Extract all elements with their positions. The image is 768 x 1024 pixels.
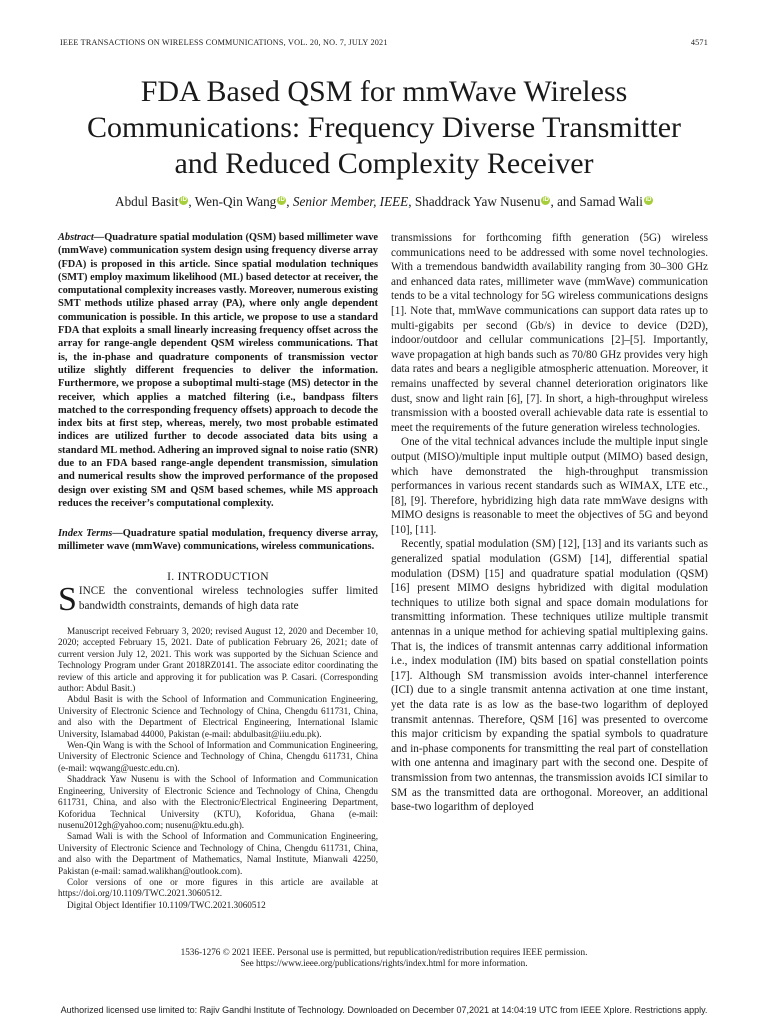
body-paragraph: Recently, spatial modulation (SM) [12], [13] and its variants such as generalized spatial modulation (GSM) [14], differential spatial modulation (DSM) [15] and quadrature spatial modulation (QSM) [16] present MIMO designs hybridized with digital modulation techniques to utilize both signal and space domain modulations for transmitting information. These techniques utilize multiple transmit antennas in a unique method for achieving spatial multiplexing gains. That is, the indices of transmit antennas carry additional information i.e., index modulation (IM) bits based on spatial constellation points [17]. Although SM transmission avoids inter-channel interference (ICI) due to a single transmit antenna activation at one time instant, yet the data rate is as low as the base-two logarithm of deployed transmit antennas. Therefore, QSM [16] was presented to overcome this major criticism by expanding the spatial symbols to quadrature and in-phase components for transmitting the real part of constellation with one antenna and imaginary part with the second one. Despite of transmission from two antennas, the transmission avoids ICI similar to SM as the transmitted data are orthogonal. Moreover, an additional base-two logarithm of deployed (391, 538, 708, 814)
title-line: and Reduced Complexity Receiver (174, 147, 594, 180)
footnote: Manuscript received February 3, 2020; revised August 12, 2020 and December 10, 2020; accepted February 15, 2021. Date of publication February 26, 2021; date of current version July 12, 2021. This work was supported by the Sichuan Science and Technology Program under Grant 2018RZ0141. The associate editor coordinating the review of this article and approving it for publication was P. Casari. (Corresponding author: Abdul Basit.) (58, 626, 378, 694)
orcid-icon[interactable]: iD (542, 197, 549, 203)
body-paragraph: One of the vital technical advances include the multiple input single output (MISO)/multiple input multiple output (MIMO) based design, which have demonstrated the high-throughput transmission performances in various recent standards such as WIMAX, LTE etc., [8], [9]. Therefore, hybridizing high data rate mmWave designs with MIMO designs is reasonable to meet the objectives of 5G and beyond [10], [11]. (391, 436, 708, 536)
title-line: FDA Based QSM for mmWave Wireless (140, 75, 628, 108)
footnote: Color versions of one or more figures in this article are available at https://doi.org/10.1109/TWC.2021.3060512. (58, 876, 378, 899)
abstract-text: Quadrature spatial modulation (QSM) based millimeter wave (mmWave) communication system design using frequency diverse array (FDA) is proposed in this article. Since spatial modulation techniques (SMT) employ maximum likelihood (ML) based detector at receiver, the computational complexity increases vastly. Moreover, numerous existing SMT methods utilize phased array (PA), where only angle dependent communication is possible. In this article, we propose to use a standard FDA that exploits a small linearly increasing frequency offset across the array for range-angle dependent QSM wireless communications. That is, the in-phase and quadrature components of transmission vector utilize slightly different frequencies to deliver the information. Furthermore, we propose a suboptimal multi-stage (MS) detector in the receiver, which applies a matched filtering (i.e., bandpass filters matched to the corresponding frequency offsets) approach to decode the index bits at first step, whereas, merely, two most probable estimated indices are utilized further to decode associated data bits using a standard ML method. Adhering an improved signal to noise ratio (SNR) due to an FDA based range-angle dependent transmission, simulation and numerical results show the improved performance of the proposed design over existing SM and QSM based schemes, while MS approach reduces the receiver’s computational complexity. (58, 232, 378, 509)
running-header (60, 38, 708, 52)
page-number: 4571 (690, 38, 708, 47)
author-name: Wen-Qin Wang (194, 194, 277, 209)
author-name: Abdul Basit (115, 194, 179, 209)
footnote: Digital Object Identifier 10.1109/TWC.2021.3060512 (67, 899, 266, 910)
paper-title (40, 74, 728, 182)
abstract-label: Abstract— (58, 232, 105, 243)
index-terms-label: Index Terms— (58, 528, 123, 539)
footnote: Samad Wali is with the School of Information and Communication Engineering, University of Electronic Science and Technology of China, Chengdu 611731, China, and also with the Department of Mathematics, Namal Institute, Mianwali 42250, Pakistan (e-mail: samad.walikhan@outlook.com). (58, 831, 378, 876)
author-title: Senior Member, IEEE (292, 194, 409, 209)
orcid-icon[interactable]: iD (645, 197, 652, 203)
right-column-body (391, 231, 708, 815)
copyright-line: See https://www.ieee.org/publications/rights/index.html for more information. (240, 958, 528, 969)
footnote: Wen-Qin Wang is with the School of Information and Communication Engineering, University of Electronic Science and Technology of China, Chengdu 611731, China (e-mail: wqwang@uestc.edu.cn). (58, 740, 378, 773)
body-paragraph: transmissions for forthcoming fifth generation (5G) wireless communications need to be addressed with some novel technologies. With a tremendous bandwidth availability ranging from 30–300 GHz and enhanced data rates, millimeter wave (mmWave) communication tends to be a vital technology for 5G wireless communications designs [1]. Note that, mmWave communications can support data rates up to multi-gigabits per second (Gb/s) in device to device (D2D), indoor/outdoor and cellular communications [2]–[5]. Importantly, wave propagation at high bands such as 70/80 GHz provides very high data rates and bears a negligible atmospheric attenuation. Moreover, it remains unaffected by several channel deterioration originators like dust, snow and light rain [6], [7]. In short, a high-throughput wireless transmission with a boosted overall achievable data rate is essential to meet the requirements of the future generation wireless technologies. (391, 232, 708, 434)
license-notice: Authorized licensed use limited to: Rajiv Gandhi Institute of Technology. Downloaded on December 07,2021 at 14:04:19 UTC from IEEE Xplore. Restrictions apply. (60, 1005, 708, 1015)
author-list: Abdul Basit iD , Wen-Qin Wang iD , Senior Member, IEEE, Shaddrack Yaw Nusenu iD , and Samad Wali iD (115, 194, 652, 209)
orcid-icon[interactable]: iD (180, 197, 187, 203)
author-name: Shaddrack Yaw Nusenu (414, 194, 541, 209)
title-line: Communications: Frequency Diverse Transmitter (86, 111, 682, 144)
footnote: Shaddrack Yaw Nusenu is with the School of Information and Communication Engineering, University of Electronic Science and Technology of China, Chengdu 611731, China, and also with the Electronic/Electrical Engineering Department, Koforidua Technical University (KTU), Koforidua, Ghana (e-mail: nusenu2012gh@yahoo.com; nusenu@ktu.edu.gh). (58, 774, 378, 830)
journal-name: IEEE TRANSACTIONS ON WIRELESS COMMUNICATIONS, VOL. 20, NO. 7, JULY 2021 (60, 38, 388, 47)
footnote: Abdul Basit is with the School of Information and Communication Engineering, University of Electronic Science and Technology of China, Chengdu 611731, China, and also with the Department of Electrical Engineering, International Islamic University, Islamabad 44000, Pakistan (e-mail: abdulbasit@iiu.edu.pk). (58, 694, 378, 739)
author-name: Samad Wali (579, 194, 643, 209)
section-heading: I. INTRODUCTION (167, 570, 269, 583)
drop-cap: S (58, 581, 77, 618)
abstract (58, 231, 378, 510)
index-terms-text: Quadrature spatial modulation, frequency diverse array, millimeter wave (mmWave) communications, wireless communications. (58, 528, 378, 553)
copyright-line: 1536-1276 © 2021 IEEE. Personal use is permitted, but republication/redistribution requires IEEE permission. (180, 947, 588, 957)
orcid-icon[interactable]: iD (278, 197, 285, 203)
copyright-notice (40, 947, 728, 970)
intro-text: INCE the conventional wireless technologies suffer limited bandwidth constraints, demands of high data rate (78, 585, 378, 612)
footnotes (58, 626, 378, 911)
intro-paragraph (58, 581, 378, 618)
index-terms (58, 527, 378, 554)
